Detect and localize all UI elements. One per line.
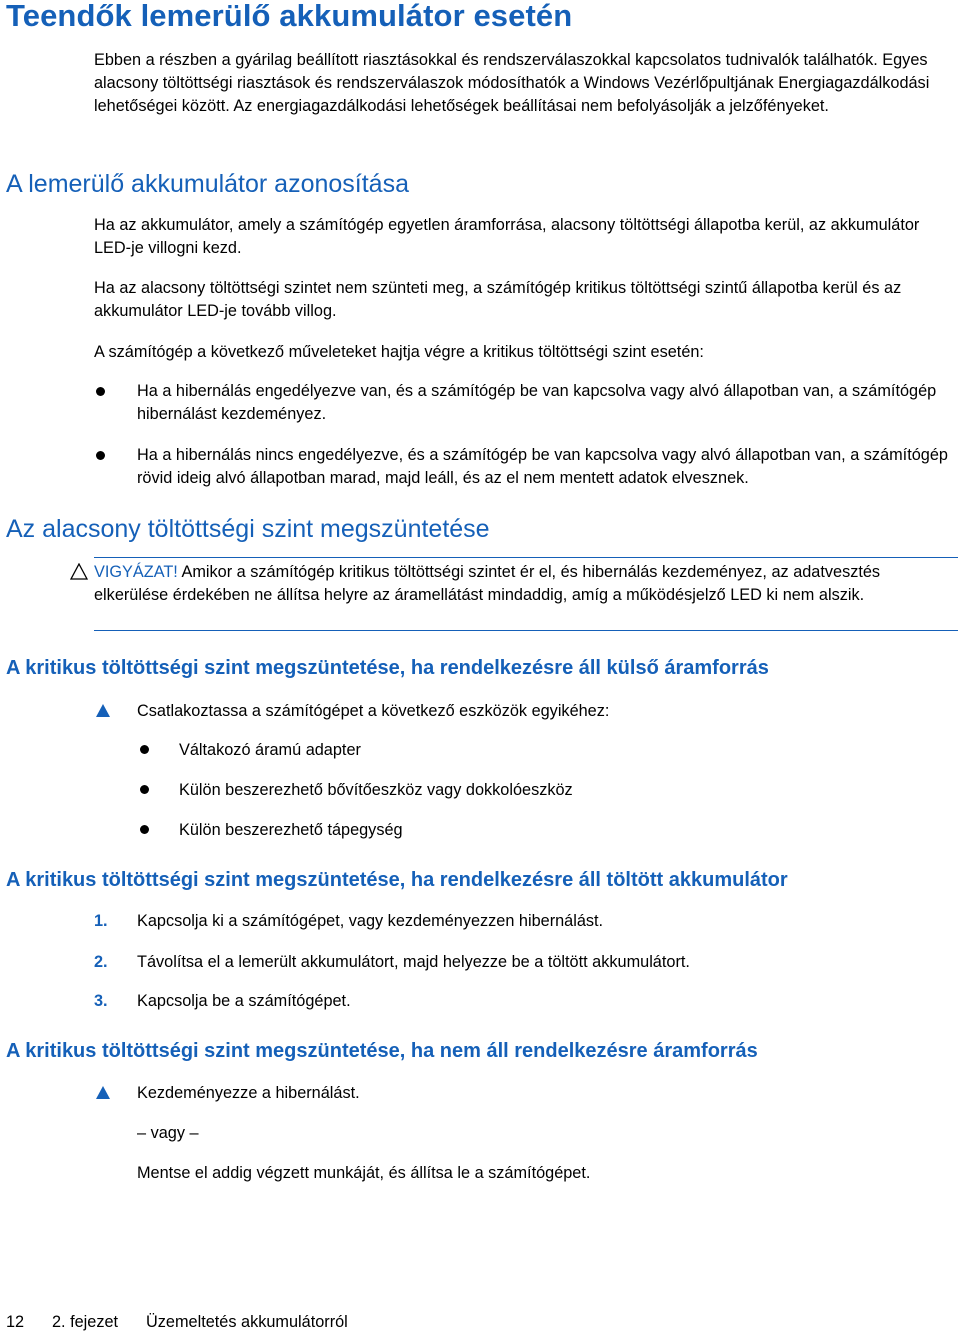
bullet-icon	[140, 745, 149, 754]
warning-triangle-icon	[70, 563, 88, 580]
step-number: 3.	[94, 992, 108, 1010]
step-text: Kapcsolja ki a számítógépet, vagy kezdeményezzen hibernálást.	[137, 912, 604, 930]
intro-paragraph: Ebben a részben a gyárilag beállított riasztásokkal és rendszerválaszokkal kapcsolatos tudnivalók találhatók. Egyes alacsony töltöttségi riasztások és rendszerválaszok módosíthatók a Windows Vezérlőpultjának Energiagazdálkodási lehetőségei között. Az energiagazdálkodási lehetőségek beállításai nem befolyásolják a jelzőfényeket.	[94, 51, 930, 115]
warning-box	[94, 561, 958, 607]
paragraph-critical-level: Ha az alacsony töltöttségi szintet nem szünteti meg, a számítógép kritikus töltöttségi szintű állapotba kerül és az akkumulátor LED-je tovább villog.	[94, 279, 902, 320]
warning-label: VIGYÁZAT!	[94, 563, 178, 581]
step-text: Távolítsa el a lemerült akkumulátort, majd helyezze be a töltött akkumulátort.	[137, 953, 690, 971]
paragraph-actions-intro: A számítógép a következő műveleteket hajtja végre a kritikus töltöttségi szint esetén:	[94, 343, 704, 361]
list-item: Váltakozó áramú adapter	[179, 741, 361, 759]
list-item: Külön beszerezhető bővítőeszköz vagy dokkolóeszköz	[179, 781, 573, 799]
list-item: Ha a hibernálás nincs engedélyezve, és a számítógép be van kapcsolva vagy alvó állapotban van, a számítógép rövid ideig alvó állapotban marad, majd leáll, és az el nem mentett adatok elvesznek.	[137, 446, 948, 487]
step-connect: Csatlakoztassa a számítógépet a következő eszközök egyikéhez:	[137, 702, 610, 720]
section-heading-charged-battery: A kritikus töltöttségi szint megszüntetése, ha rendelkezésre áll töltött akkumulátor	[6, 869, 788, 891]
footer-chapter-title: Üzemeltetés akkumulátorról	[146, 1313, 348, 1331]
bullet-icon	[140, 825, 149, 834]
section-heading-no-power: A kritikus töltöttségi szint megszüntetése, ha nem áll rendelkezésre áramforrás	[6, 1040, 758, 1062]
bullet-icon	[96, 451, 105, 460]
page-number: 12	[6, 1313, 25, 1331]
step-hibernate: Kezdeményezze a hibernálást.	[137, 1084, 360, 1102]
warning-bottom-rule	[94, 630, 958, 631]
step-number: 1.	[94, 912, 108, 930]
paragraph-led-blink: Ha az akkumulátor, amely a számítógép egyetlen áramforrása, alacsony töltöttségi állapotba kerül, az akkumulátor LED-je villogni kezd.	[94, 216, 920, 257]
section-heading-resolve-low: Az alacsony töltöttségi szint megszüntetése	[6, 515, 490, 543]
footer-chapter: 2. fejezet	[52, 1313, 119, 1331]
page-title: Teendők lemerülő akkumulátor esetén	[6, 0, 573, 33]
warning-text: Amikor a számítógép kritikus töltöttségi szintet ér el, és hibernálás kezdeményez, az adatvesztés elkerülése érdekében ne állítsa helyre az áramellátást mindaddig, amíg a működésjelző LED ki nem alszik.	[94, 563, 881, 604]
step-save-shutdown: Mentse el addig végzett munkáját, és állítsa le a számítógépet.	[137, 1164, 591, 1182]
step-triangle-icon	[96, 704, 110, 717]
section-heading-external-power: A kritikus töltöttségi szint megszüntetése, ha rendelkezésre áll külső áramforrás	[6, 657, 769, 679]
bullet-icon	[96, 387, 105, 396]
or-separator: – vagy –	[137, 1124, 199, 1142]
bullet-icon	[140, 785, 149, 794]
warning-top-rule	[94, 557, 958, 558]
list-item: Ha a hibernálás engedélyezve van, és a számítógép be van kapcsolva vagy alvó állapotban van, a számítógép hibernálást kezdeményez.	[137, 382, 937, 423]
list-item: Külön beszerezhető tápegység	[179, 821, 403, 839]
step-triangle-icon	[96, 1086, 110, 1099]
step-number: 2.	[94, 953, 108, 971]
step-text: Kapcsolja be a számítógépet.	[137, 992, 351, 1010]
section-heading-identify: A lemerülő akkumulátor azonosítása	[6, 170, 409, 198]
